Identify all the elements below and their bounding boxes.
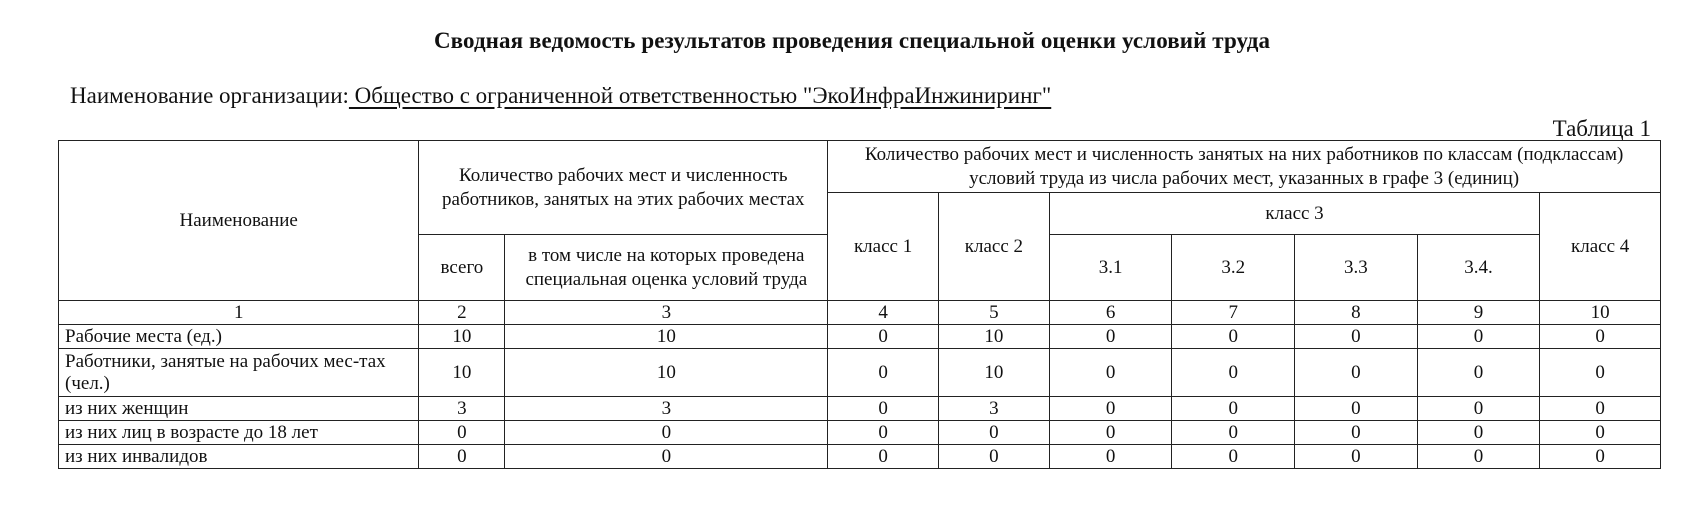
column-number: 6 — [1049, 301, 1172, 325]
table-cell: 0 — [1172, 421, 1295, 445]
table-cell: 0 — [1540, 325, 1661, 349]
table-cell: 3 — [938, 397, 1049, 421]
table-cell: 0 — [1417, 445, 1540, 469]
table-row-workers — [59, 349, 1661, 397]
header-subclass-3-4: 3.4. — [1417, 235, 1540, 301]
column-number: 3 — [505, 301, 828, 325]
table-cell: 10 — [505, 325, 828, 349]
table-cell: 0 — [1049, 445, 1172, 469]
header-class-3: класс 3 — [1049, 193, 1540, 235]
column-number: 5 — [938, 301, 1049, 325]
table-cell: 0 — [828, 445, 939, 469]
table-cell: 0 — [1417, 397, 1540, 421]
column-number: 2 — [419, 301, 505, 325]
table-cell: 0 — [1417, 421, 1540, 445]
row-label: из них инвалидов — [59, 445, 419, 469]
table-cell: 0 — [938, 421, 1049, 445]
table-cell: 0 — [828, 349, 939, 397]
table-cell: 0 — [1295, 397, 1418, 421]
header-subclass-3-2: 3.2 — [1172, 235, 1295, 301]
column-number: 1 — [59, 301, 419, 325]
table-cell: 0 — [1295, 445, 1418, 469]
column-number: 4 — [828, 301, 939, 325]
table-cell: 3 — [505, 397, 828, 421]
table-cell: 0 — [1295, 349, 1418, 397]
table-cell: 0 — [1540, 445, 1661, 469]
table-cell: 10 — [419, 325, 505, 349]
row-label: из них женщин — [59, 397, 419, 421]
table-cell: 0 — [828, 421, 939, 445]
column-number: 10 — [1540, 301, 1661, 325]
table-cell: 0 — [1172, 445, 1295, 469]
table-row-disabled — [59, 445, 1661, 469]
header-class-2: класс 2 — [938, 193, 1049, 301]
table-cell: 0 — [419, 421, 505, 445]
organization-name: Общество с ограниченной ответственностью "ЭкоИнфраИнжиниринг" — [348, 83, 1052, 108]
table-cell: 0 — [1540, 349, 1661, 397]
table-cell: 0 — [1049, 325, 1172, 349]
table-cell: 0 — [1049, 397, 1172, 421]
table-cell: 3 — [419, 397, 505, 421]
table-cell: 0 — [1049, 349, 1172, 397]
table-cell: 0 — [1540, 397, 1661, 421]
header-subclass-3-1: 3.1 — [1049, 235, 1172, 301]
table-row-under-18 — [59, 421, 1661, 445]
organization-line — [70, 83, 1051, 109]
table-cell: 10 — [938, 349, 1049, 397]
table-cell: 0 — [1049, 421, 1172, 445]
table-cell: 0 — [938, 445, 1049, 469]
table-cell: 0 — [505, 445, 828, 469]
header-assessed: в том числе на которых проведена специальная оценка условий труда — [505, 235, 828, 301]
table-cell: 0 — [828, 397, 939, 421]
table-cell: 0 — [1172, 349, 1295, 397]
header-workplaces-group: Количество рабочих мест и численность работников, занятых на этих рабочих местах — [419, 141, 828, 235]
header-subclass-3-3: 3.3 — [1295, 235, 1418, 301]
table-cell: 0 — [505, 421, 828, 445]
table-row-women — [59, 397, 1661, 421]
table-cell: 0 — [1417, 325, 1540, 349]
table-cell: 10 — [938, 325, 1049, 349]
table-cell: 10 — [505, 349, 828, 397]
table-row-workplaces — [59, 325, 1661, 349]
row-label: Рабочие места (ед.) — [59, 325, 419, 349]
table-cell: 0 — [1172, 325, 1295, 349]
table-number: Таблица 1 — [1552, 116, 1651, 141]
table-cell: 0 — [1417, 349, 1540, 397]
column-number-row — [59, 301, 1661, 325]
summary-table — [58, 140, 1661, 469]
table-cell: 0 — [419, 445, 505, 469]
header-class-1: класс 1 — [828, 193, 939, 301]
table-cell: 10 — [419, 349, 505, 397]
header-total: всего — [419, 235, 505, 301]
header-name: Наименование — [59, 141, 419, 301]
table-cell: 0 — [1295, 421, 1418, 445]
column-number: 9 — [1417, 301, 1540, 325]
table-cell: 0 — [828, 325, 939, 349]
table-cell: 0 — [1295, 325, 1418, 349]
organization-label: Наименование организации: — [70, 83, 349, 108]
row-label: Работники, занятые на рабочих мес-тах (чел.) — [59, 349, 419, 397]
document-title: Сводная ведомость результатов проведения специальной оценки условий труда — [433, 28, 1271, 53]
row-label: из них лиц в возрасте до 18 лет — [59, 421, 419, 445]
column-number: 7 — [1172, 301, 1295, 325]
column-number: 8 — [1295, 301, 1418, 325]
table-cell: 0 — [1172, 397, 1295, 421]
table-cell: 0 — [1540, 421, 1661, 445]
header-class-4: класс 4 — [1540, 193, 1661, 301]
header-classes-group: Количество рабочих мест и численность занятых на них работников по классам (подклассам) условий труда из числа рабочих мест, указанных в графе 3 (единиц) — [828, 141, 1661, 193]
